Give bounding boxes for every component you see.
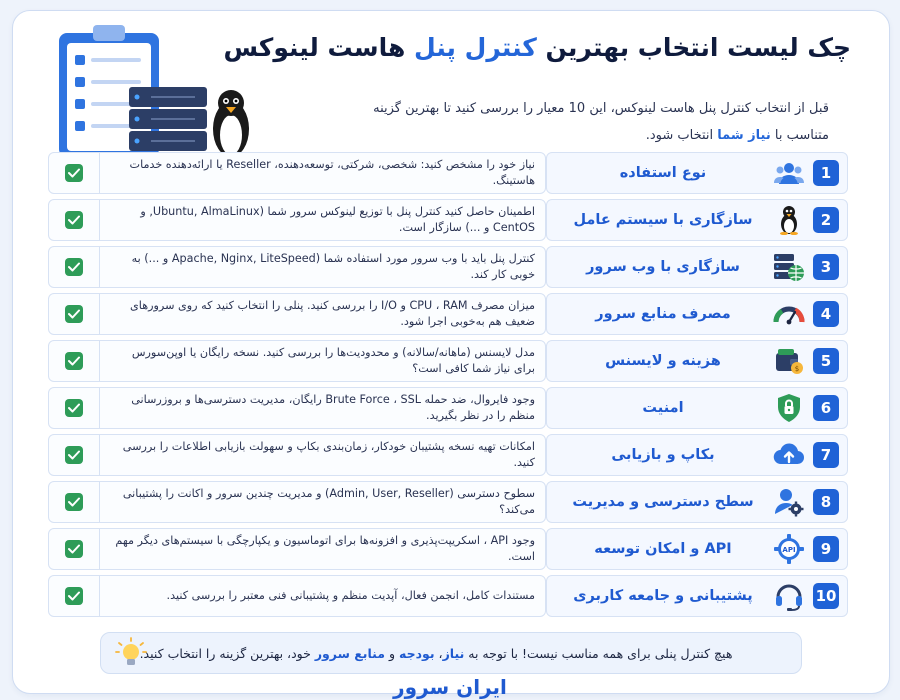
criterion-label: بکاپ و بازیابی (611, 447, 715, 463)
check-icon (65, 493, 83, 511)
criterion-label: مصرف منابع سرور (595, 306, 731, 322)
footer-tip (100, 632, 802, 674)
cloud-upload-icon (771, 437, 807, 473)
criterion-row (48, 481, 854, 523)
criterion-check[interactable] (49, 200, 99, 240)
criterion-check[interactable] (49, 482, 99, 522)
criterion-check[interactable] (49, 435, 99, 475)
criterion-number: 4 (813, 301, 839, 327)
check-icon (65, 399, 83, 417)
svg-text:API: API (782, 546, 796, 554)
linux-icon (771, 202, 807, 238)
criterion-check[interactable] (49, 247, 99, 287)
user-gear-icon (771, 484, 807, 520)
footer-text: هیچ کنترل پنلی برای همه مناسب نیست! با توجه به نیاز، بودجه و منابع سرور خود، بهترین گزینه را انتخاب کنید. (139, 645, 733, 661)
lightbulb-icon (115, 637, 147, 669)
criterion-detail (48, 293, 546, 335)
criterion-header (546, 152, 848, 194)
criterion-label: API و امکان توسعه (594, 541, 732, 557)
criterion-check[interactable] (49, 576, 99, 616)
criterion-header (546, 199, 848, 241)
criterion-check[interactable] (49, 388, 99, 428)
criterion-header (546, 246, 848, 288)
criterion-description: وجود API ، اسکریپت‌پذیری و افزونه‌ها برای اتوماسیون و یکپارچگی با سیستم‌های دیگر مهم است. (99, 529, 545, 569)
criterion-description: سطوح دسترسی (Admin, User, Reseller) و مدیریت چندین سرور و اکانت را پشتیبانی می‌کند؟ (99, 482, 545, 522)
criterion-detail (48, 528, 546, 570)
users-icon (771, 155, 807, 191)
criterion-label: پشتیبانی و جامعه کاربری (573, 588, 753, 604)
criterion-detail (48, 434, 546, 476)
criterion-description: نیاز خود را مشخص کنید: شخصی، شرکتی، توسعه‌دهنده، Reseller یا ارائه‌دهنده خدمات هاستینگ. (99, 153, 545, 193)
criterion-number: 8 (813, 489, 839, 515)
checklist-server-illustration-icon (55, 19, 255, 167)
criterion-header (546, 340, 848, 382)
check-icon (65, 164, 83, 182)
criterion-row (48, 199, 854, 241)
criterion-row (48, 387, 854, 429)
check-icon (65, 352, 83, 370)
page-title: چک لیست انتخاب بهترین کنترل پنل هاست لینوکس (223, 33, 851, 62)
criterion-description: امکانات تهیه نسخه پشتیبان خودکار، زمان‌بندی بکاپ و سهولت بازیابی اطلاعات را بررسی کنید. (99, 435, 545, 475)
criterion-header (546, 387, 848, 429)
wallet-icon (771, 343, 807, 379)
criterion-label: امنیت (642, 400, 684, 416)
check-icon (65, 305, 83, 323)
criterion-row (48, 575, 854, 617)
criterion-description: وجود فایروال، ضد حمله Brute Force ، SSL رایگان، مدیریت دسترسی‌ها و بروزرسانی منظم را در نظر بگیرید. (99, 388, 545, 428)
criterion-detail (48, 481, 546, 523)
criterion-description: مستندات کامل، انجمن فعال، آپدیت منظم و پشتیبانی فنی معتبر را بررسی کنید. (99, 576, 545, 616)
criterion-detail (48, 387, 546, 429)
criterion-check[interactable] (49, 529, 99, 569)
criteria-list (48, 152, 854, 622)
criterion-number: 7 (813, 442, 839, 468)
criterion-detail (48, 246, 546, 288)
headset-icon (771, 578, 807, 614)
criterion-number: 1 (813, 160, 839, 186)
criterion-number: 10 (813, 583, 839, 609)
check-icon (65, 258, 83, 276)
criterion-number: 6 (813, 395, 839, 421)
check-icon (65, 587, 83, 605)
criterion-row (48, 246, 854, 288)
criterion-label: سطح دسترسی و مدیریت (572, 494, 754, 510)
criterion-detail (48, 152, 546, 194)
criterion-header (546, 434, 848, 476)
check-icon (65, 446, 83, 464)
criterion-header (546, 528, 848, 570)
criterion-number: 2 (813, 207, 839, 233)
criterion-check[interactable] (49, 153, 99, 193)
criterion-detail (48, 340, 546, 382)
criterion-number: 5 (813, 348, 839, 374)
svg-text:$: $ (794, 365, 800, 373)
criterion-label: سازگاری با سیستم عامل (573, 212, 753, 228)
server-globe-icon (771, 249, 807, 285)
criterion-description: کنترل پنل باید با وب سرور مورد استفاده شما (Apache, Nginx, LiteSpeed و ...) به خوبی کار کند. (99, 247, 545, 287)
criterion-label: هزینه و لایسنس (605, 353, 721, 369)
criterion-row (48, 528, 854, 570)
criterion-row (48, 340, 854, 382)
criterion-row (48, 434, 854, 476)
criterion-row (48, 293, 854, 335)
check-icon (65, 211, 83, 229)
criterion-description: اطمینان حاصل کنید کنترل پنل با توزیع لینوکس سرور شما (Ubuntu, AlmaLinux, و CentOS و ...) سازگار است. (99, 200, 545, 240)
criterion-label: سازگاری با وب سرور (586, 259, 740, 275)
criterion-header (546, 575, 848, 617)
criterion-check[interactable] (49, 341, 99, 381)
check-icon (65, 540, 83, 558)
criterion-check[interactable] (49, 294, 99, 334)
criterion-row (48, 152, 854, 194)
intro-text: قبل از انتخاب کنترل پنل هاست لینوکس، این 10 معیار را بررسی کنید تا بهترین گزینه متناسب با نیاز شما انتخاب شود. (373, 101, 829, 143)
criterion-detail (48, 199, 546, 241)
criterion-header (546, 293, 848, 335)
gauge-icon (771, 296, 807, 332)
criterion-header (546, 481, 848, 523)
criterion-label: نوع استفاده (619, 165, 707, 181)
criterion-number: 3 (813, 254, 839, 280)
criterion-number: 9 (813, 536, 839, 562)
brand-logo: ایران سرور (393, 675, 507, 699)
criterion-description: مدل لایسنس (ماهانه/سالانه) و محدودیت‌ها را بررسی کنید. نسخه رایگان یا اوپن‌سورس برای نیاز شما کافی است؟ (99, 341, 545, 381)
api-gear-icon (771, 531, 807, 567)
shield-lock-icon (771, 390, 807, 426)
criterion-description: میزان مصرف CPU ، RAM و I/O را بررسی کنید. پنلی را انتخاب کنید که روی سرورهای ضعیف هم به‌خوبی اجرا شود. (99, 294, 545, 334)
criterion-detail (48, 575, 546, 617)
